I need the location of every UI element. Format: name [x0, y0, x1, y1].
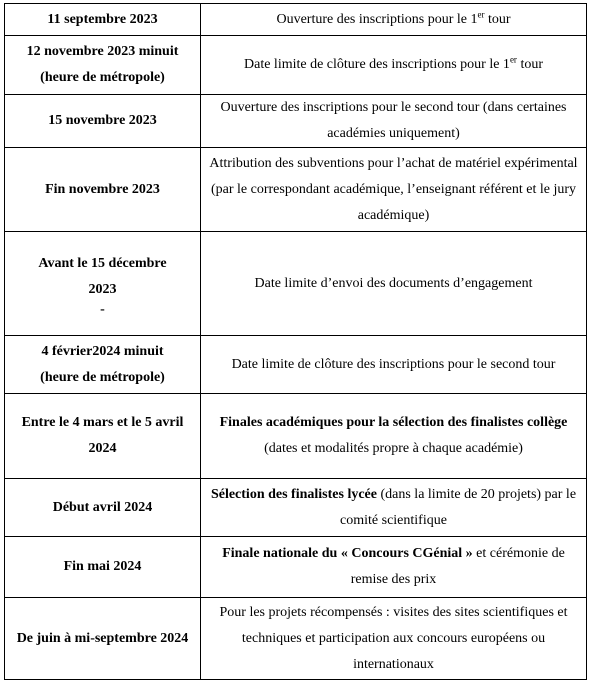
row-event: Ouverture des inscriptions pour le 1er tour — [201, 4, 587, 36]
table-row — [5, 36, 587, 95]
table-row — [5, 394, 587, 479]
schedule-table — [4, 3, 587, 680]
row-event: Sélection des finalistes lycée (dans la limite de 20 projets) par le comité scientifique — [201, 479, 587, 537]
row-date: Avant le 15 décembre 2023 - — [5, 232, 201, 336]
table-row — [5, 479, 587, 537]
row-event: Pour les projets récompensés : visites des sites scientifiques et techniques et participation aux concours européens ou internationaux — [201, 598, 587, 680]
row-date: Fin novembre 2023 — [5, 148, 201, 232]
row-date: 11 septembre 2023 — [5, 4, 201, 36]
row-date: Entre le 4 mars et le 5 avril 2024 — [5, 394, 201, 479]
row-date: 4 février2024 minuit (heure de métropole) — [5, 336, 201, 394]
table-row — [5, 148, 587, 232]
row-date: De juin à mi-septembre 2024 — [5, 598, 201, 680]
row-event: Date limite de clôture des inscriptions pour le 1er tour — [201, 36, 587, 95]
table-row — [5, 336, 587, 394]
row-date: 15 novembre 2023 — [5, 95, 201, 148]
row-date: 12 novembre 2023 minuit (heure de métropole) — [5, 36, 201, 95]
row-event: Finales académiques pour la sélection des finalistes collège (dates et modalités propre à chaque académie) — [201, 394, 587, 479]
table-row — [5, 537, 587, 598]
row-date: Début avril 2024 — [5, 479, 201, 537]
row-event: Ouverture des inscriptions pour le second tour (dans certaines académies uniquement) — [201, 95, 587, 148]
row-event: Date limite d’envoi des documents d’engagement — [201, 232, 587, 336]
row-event: Attribution des subventions pour l’achat de matériel expérimental (par le correspondant académique, l’enseignant référent et le jury académique) — [201, 148, 587, 232]
row-event: Finale nationale du « Concours CGénial » et cérémonie de remise des prix — [201, 537, 587, 598]
table-row — [5, 598, 587, 680]
table-row — [5, 95, 587, 148]
table-row — [5, 232, 587, 336]
row-event: Date limite de clôture des inscriptions pour le second tour — [201, 336, 587, 394]
table-row — [5, 4, 587, 36]
row-date: Fin mai 2024 — [5, 537, 201, 598]
